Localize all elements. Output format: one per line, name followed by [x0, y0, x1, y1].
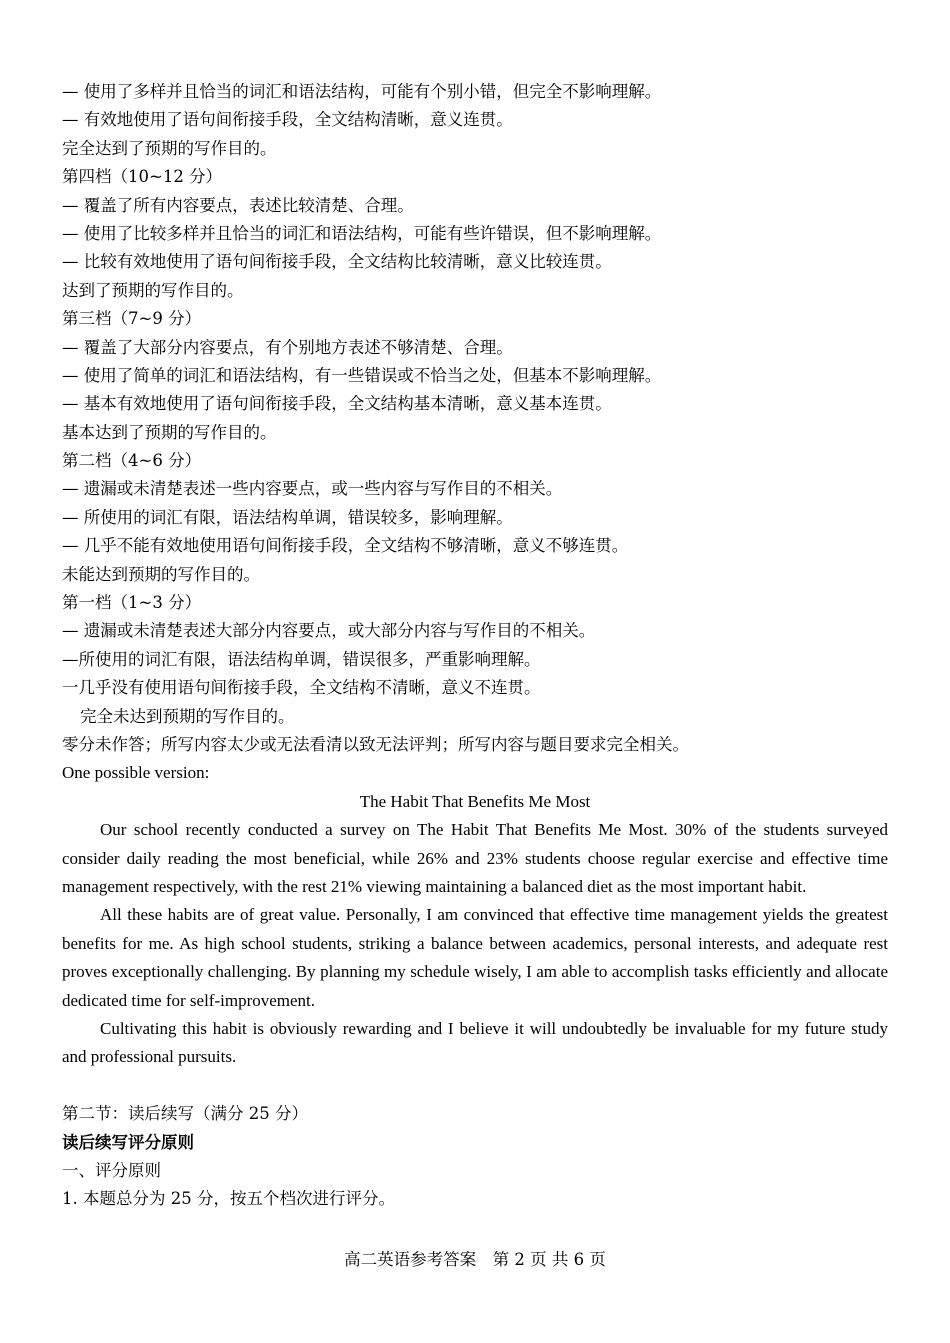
rubric-line: — 基本有效地使用了语句间衔接手段，全文结构基本清晰，意义基本连贯。 — [62, 394, 612, 414]
rubric-line: — 使用了简单的词汇和语法结构，有一些错误或不恰当之处，但基本不影响理解。 — [62, 365, 662, 385]
list-item: 1. 本题总分为 25 分，按五个档次进行评分。 — [62, 1189, 395, 1209]
list-item: 一、评分原则 — [62, 1160, 161, 1180]
rubric-line: — 所使用的词汇有限，语法结构单调，错误较多，影响理解。 — [62, 507, 513, 527]
rubric-line: 完全达到了预期的写作目的。 — [62, 138, 277, 158]
possible-version-label: One possible version: — [62, 763, 210, 783]
rubric-level-heading: 第三档（7~9 分） — [62, 309, 202, 329]
rubric-level-heading: 第四档（10~12 分） — [62, 167, 223, 187]
page-content — [62, 78, 888, 1214]
rubric-line: — 使用了多样并且恰当的词汇和语法结构，可能有个别小错，但完全不影响理解。 — [62, 82, 662, 101]
zero-score-rule: 零分未作答；所写内容太少或无法看清以致无法评判；所写内容与题目要求完全相关。 — [62, 734, 689, 754]
rubric-line: — 覆盖了大部分内容要点，有个别地方表述不够清楚、合理。 — [62, 337, 513, 357]
rubric-line: — 比较有效地使用了语句间衔接手段，全文结构比较清晰，意义比较连贯。 — [62, 252, 612, 272]
rubric-line: 一几乎没有使用语句间衔接手段，全文结构不清晰，意义不连贯。 — [62, 678, 541, 698]
rubric-level-heading: 第一档（1~3 分） — [62, 593, 202, 613]
essay-paragraph: Cultivating this habit is obviously rewarding and I believe it will undoubtedly be invaluable for my future study and professional pursuits. — [62, 1019, 888, 1067]
rubric-line: — 遗漏或未清楚表述大部分内容要点，或大部分内容与写作目的不相关。 — [62, 621, 596, 641]
essay-paragraph: All these habits are of great value. Personally, I am convinced that effective time management yields the greatest benefits for me. As high school students, striking a balance between academics, personal interests, and adequate rest proves exceptionally challenging. By planning my schedule wisely, I am able to accomplish tasks efficiently and allocate dedicated time for self-improvement. — [62, 905, 888, 1010]
rubric-line: 基本达到了预期的写作目的。 — [62, 422, 277, 442]
section-heading: 第二节：读后续写（满分 25 分） — [62, 1104, 308, 1124]
rubric-line: — 有效地使用了语句间衔接手段，全文结构清晰，意义连贯。 — [62, 110, 513, 130]
rubric-line: — 覆盖了所有内容要点，表述比较清楚、合理。 — [62, 195, 414, 215]
rubric-line: — 遗漏或未清楚表述一些内容要点，或一些内容与写作目的不相关。 — [62, 479, 563, 499]
essay-paragraph: Our school recently conducted a survey on The Habit That Benefits Me Most. 30% of the students surveyed consider daily reading the most beneficial, while 26% and 23% students choose regular exercise and effective time management respectively, with the rest 21% viewing maintaining a balanced diet as the most important habit. — [62, 820, 888, 896]
rubric-line: 达到了预期的写作目的。 — [62, 280, 244, 300]
rubric-line: — 使用了比较多样并且恰当的词汇和语法结构，可能有些许错误，但不影响理解。 — [62, 223, 662, 243]
rubric-line: 未能达到预期的写作目的。 — [62, 564, 260, 584]
rubric-line: — 几乎不能有效地使用语句间衔接手段，全文结构不够清晰，意义不够连贯。 — [62, 536, 629, 556]
rubric-line: —所使用的词汇有限，语法结构单调，错误很多，严重影响理解。 — [62, 649, 541, 669]
spacer — [62, 1072, 888, 1100]
rubric-level-heading: 第二档（4~6 分） — [62, 451, 202, 471]
page-footer: 高二英语参考答案 第 2 页 共 6 页 — [344, 1250, 606, 1269]
section-subheading: 读后续写评分原则 — [62, 1132, 194, 1152]
rubric-line: 完全未达到预期的写作目的。 — [80, 706, 295, 726]
essay-title: The Habit That Benefits Me Most — [359, 791, 591, 811]
rubric-list — [62, 78, 888, 759]
